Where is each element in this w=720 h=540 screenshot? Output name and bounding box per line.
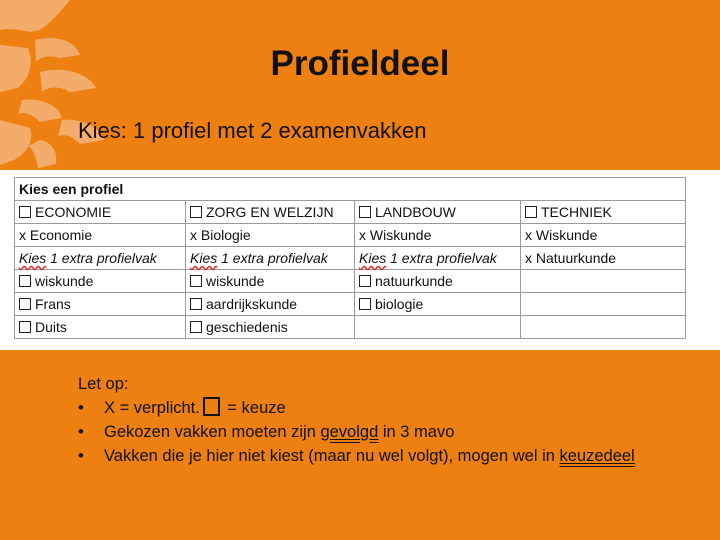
table-cell: [521, 316, 686, 339]
spellcheck-word: Kies: [359, 250, 387, 266]
checkbox-icon[interactable]: [359, 298, 371, 310]
table-cell: [355, 316, 521, 339]
table-cell: [186, 270, 355, 293]
checkbox-icon[interactable]: [190, 298, 202, 310]
table-cell: [355, 247, 521, 270]
bullet: •: [78, 423, 84, 441]
subject-label: x Natuurkunde: [525, 250, 617, 266]
table-row: [15, 247, 686, 270]
table-cell: [186, 224, 355, 247]
subject-label: Frans: [35, 296, 71, 312]
subject-label: aardrijkskunde: [206, 296, 298, 312]
checkbox-icon[interactable]: [19, 298, 31, 310]
checkbox-icon[interactable]: [359, 206, 371, 218]
checkbox-icon[interactable]: [190, 275, 202, 287]
table-row: [15, 224, 686, 247]
subject-label: x Economie: [19, 227, 93, 243]
spellcheck-word: Kies: [19, 250, 47, 266]
notes-section: [78, 372, 635, 468]
table-row: [15, 201, 686, 224]
table-header: Kies een profiel: [15, 178, 686, 201]
table-cell: [186, 293, 355, 316]
table-cell: [15, 247, 186, 270]
subject-label: LANDBOUW: [375, 204, 456, 220]
notes-list: [78, 396, 635, 468]
table-cell: [355, 224, 521, 247]
subject-label: x Wiskunde: [359, 227, 432, 243]
box-icon: [203, 397, 220, 416]
table-cell: [15, 316, 186, 339]
note-emphasis: keuzedeel: [559, 447, 635, 465]
profile-table-panel: [0, 170, 720, 350]
checkbox-icon[interactable]: [190, 206, 202, 218]
table-cell: [521, 247, 686, 270]
subject-label: biologie: [375, 296, 424, 312]
subject-label: Duits: [35, 319, 67, 335]
bullet: •: [78, 447, 84, 465]
table-cell: [521, 270, 686, 293]
table-cell: [355, 293, 521, 316]
note-text: in 3 mavo: [378, 423, 455, 441]
list-item: [78, 420, 635, 444]
extra-subject-label: Kies 1 extra profielvak: [19, 250, 157, 266]
table-cell: [186, 316, 355, 339]
checkbox-icon[interactable]: [190, 321, 202, 333]
table-cell: [521, 224, 686, 247]
subject-label: x Wiskunde: [525, 227, 598, 243]
table-cell: [186, 247, 355, 270]
table-row: [15, 270, 686, 293]
lion-logo-icon: [0, 0, 125, 175]
table-cell: [355, 201, 521, 224]
note-emphasis: gevolgd: [320, 423, 379, 441]
subject-label: x Biologie: [190, 227, 251, 243]
note-text: Gekozen vakken moeten zijn: [104, 423, 321, 441]
subject-label: natuurkunde: [375, 273, 453, 289]
checkbox-icon[interactable]: [19, 206, 31, 218]
table-row: [15, 293, 686, 316]
checkbox-icon[interactable]: [19, 321, 31, 333]
profile-table: [14, 177, 686, 339]
table-cell: [15, 201, 186, 224]
subject-label: geschiedenis: [206, 319, 288, 335]
note-text: X = verplicht.: [104, 399, 200, 417]
note-text: Vakken die je hier niet kiest (maar nu wel volgt), mogen wel in: [104, 447, 560, 465]
note-text: = keuze: [222, 399, 286, 417]
extra-subject-label: Kies 1 extra profielvak: [359, 250, 497, 266]
subject-label: ECONOMIE: [35, 204, 112, 220]
table-cell: [521, 293, 686, 316]
list-item: [78, 444, 635, 468]
checkbox-icon[interactable]: [359, 275, 371, 287]
table-cell: [355, 270, 521, 293]
table-cell: [521, 201, 686, 224]
table-cell: [186, 201, 355, 224]
checkbox-icon[interactable]: [525, 206, 537, 218]
subject-label: TECHNIEK: [541, 204, 612, 220]
checkbox-icon[interactable]: [19, 275, 31, 287]
table-cell: [15, 293, 186, 316]
slide-title: Profieldeel: [270, 44, 450, 83]
spellcheck-word: Kies: [190, 250, 218, 266]
table-header-row: [15, 178, 686, 201]
extra-subject-label: Kies 1 extra profielvak: [190, 250, 328, 266]
table-body: [15, 201, 686, 339]
table-cell: [15, 224, 186, 247]
subject-label: ZORG EN WELZIJN: [206, 204, 334, 220]
notes-heading: Let op:: [78, 375, 129, 393]
bullet: •: [78, 399, 84, 417]
slide-subtitle: Kies: 1 profiel met 2 examenvakken: [78, 118, 427, 143]
table-row: [15, 316, 686, 339]
table-cell: [15, 270, 186, 293]
list-item: [78, 396, 635, 420]
subject-label: wiskunde: [206, 273, 265, 289]
subject-label: wiskunde: [35, 273, 94, 289]
